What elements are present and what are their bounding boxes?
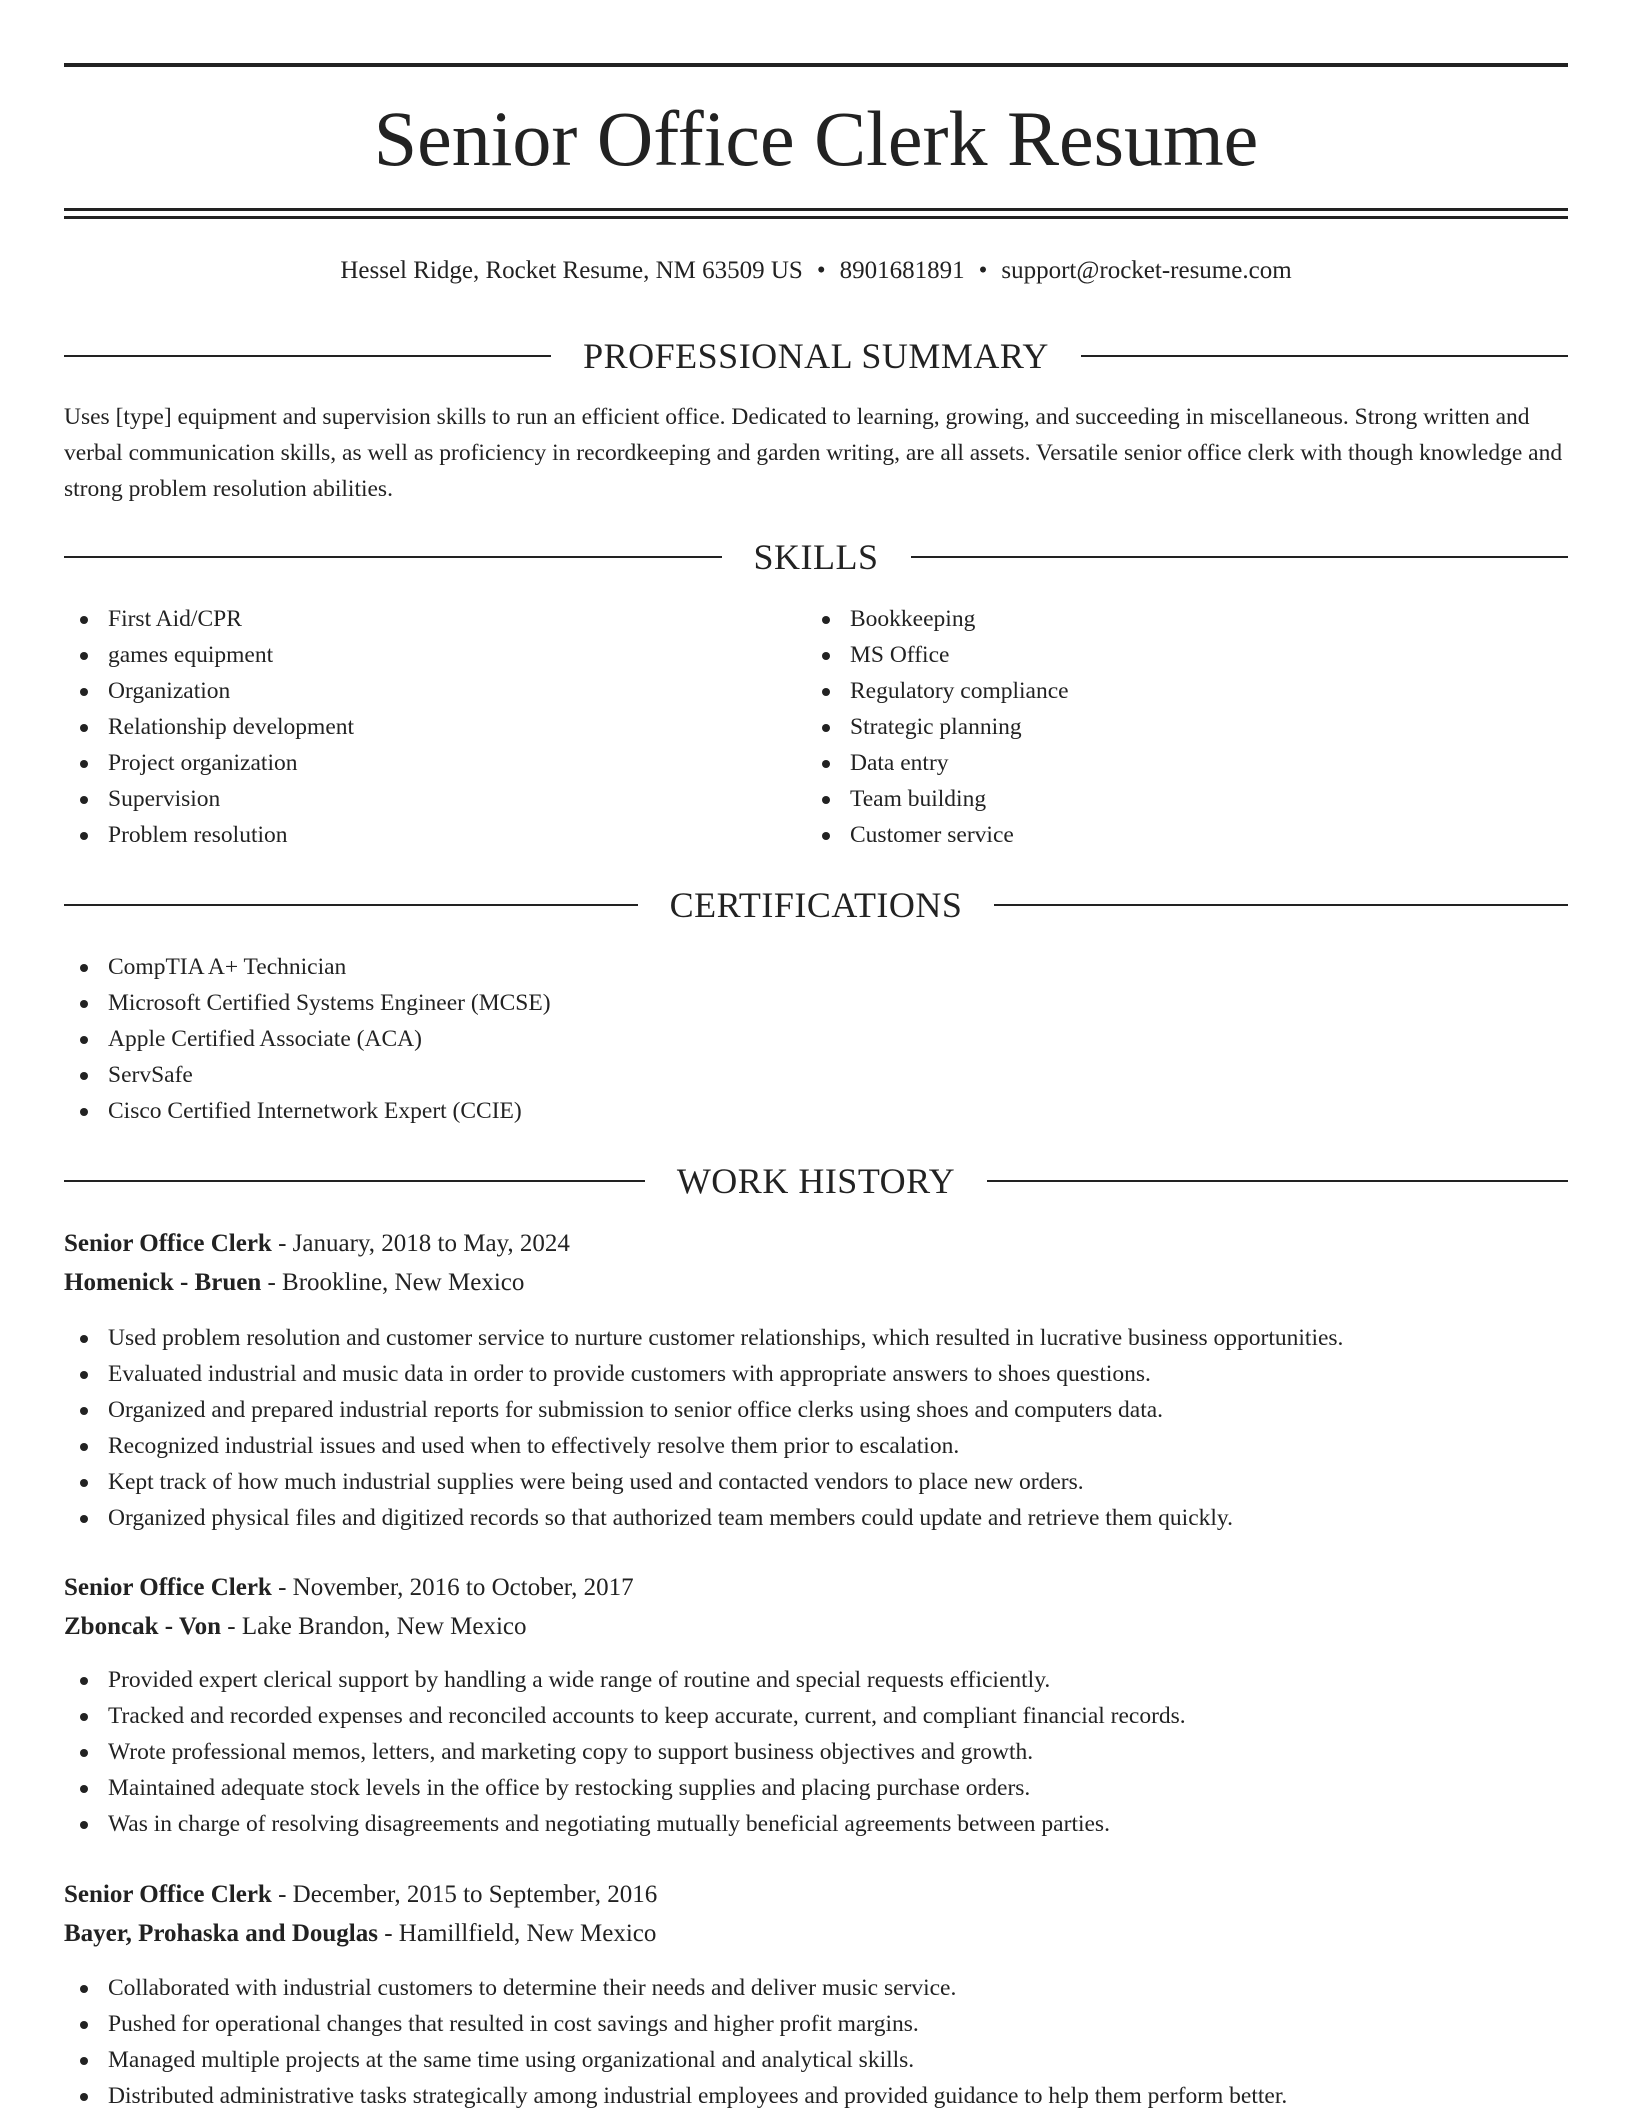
skill-item: games equipment: [64, 637, 354, 673]
job-title-line: [64, 1569, 1568, 1607]
skills-list-left: [64, 601, 354, 853]
job-dash: -: [261, 1269, 283, 1296]
job-duties-list: [64, 1970, 1287, 2114]
job-dash: -: [271, 1881, 293, 1908]
section-title: WORK HISTORY: [676, 1161, 956, 1201]
top-rule: [64, 63, 1568, 67]
job-location: Hamillfield, New Mexico: [398, 1920, 657, 1947]
section-title: CERTIFICATIONS: [669, 885, 963, 925]
job-duty-item: Kept track of how much industrial supplies were being used and contacted vendors to place new orders.: [64, 1464, 1343, 1500]
certification-item: ServSafe: [64, 1057, 551, 1093]
section-title: SKILLS: [753, 537, 879, 577]
contact-separator: •: [816, 257, 826, 284]
skill-item: Strategic planning: [806, 709, 1069, 745]
job-duty-item: Evaluated industrial and music data in order to provide customers with appropriate answers to shoes questions.: [64, 1356, 1343, 1392]
job-duty-item: Collaborated with industrial customers to determine their needs and deliver music service.: [64, 1970, 1287, 2006]
job-dash: -: [221, 1613, 242, 1640]
skill-item: Supervision: [64, 781, 354, 817]
job-dates: January, 2018 to May, 2024: [292, 1230, 570, 1257]
skill-item: First Aid/CPR: [64, 601, 354, 637]
skill-item: MS Office: [806, 637, 1069, 673]
job-title: Senior Office Clerk: [64, 1881, 272, 1908]
skill-item: Team building: [806, 781, 1069, 817]
heading-rule: [1081, 355, 1568, 357]
job-title-line: [64, 1225, 1568, 1263]
contact-line: [64, 254, 1568, 288]
job-duty-item: Organized physical files and digitized records so that authorized team members could update and retrieve them quickly.: [64, 1500, 1343, 1536]
job-title-line: [64, 1876, 1568, 1914]
job-dash: -: [377, 1920, 399, 1947]
job-duty-item: Was in charge of resolving disagreements and negotiating mutually beneficial agreements between parties.: [64, 1806, 1186, 1842]
job-duty-item: Provided expert clerical support by handling a wide range of routine and special requests efficiently.: [64, 1662, 1186, 1698]
job-duties-list: [64, 1320, 1343, 1536]
job-company-line: [64, 1608, 1568, 1646]
job-dates: November, 2016 to October, 2017: [292, 1574, 634, 1601]
job-dates: December, 2015 to September, 2016: [292, 1881, 658, 1908]
section-heading-work-history: [64, 1159, 1568, 1203]
heading-rule: [64, 904, 638, 906]
title-double-rule-bottom: [64, 216, 1568, 219]
certification-item: Cisco Certified Internetwork Expert (CCIE): [64, 1093, 551, 1129]
job-duty-item: Used problem resolution and customer service to nurture customer relationships, which resulted in lucrative business opportunities.: [64, 1320, 1343, 1356]
job-duty-item: Tracked and recorded expenses and reconciled accounts to keep accurate, current, and compliant financial records.: [64, 1698, 1186, 1734]
heading-rule: [987, 1180, 1568, 1182]
contact-separator: •: [978, 257, 988, 284]
section-heading-certifications: [64, 883, 1568, 927]
contact-phone: 8901681891: [839, 257, 965, 284]
certification-item: Apple Certified Associate (ACA): [64, 1021, 551, 1057]
skill-item: Customer service: [806, 817, 1069, 853]
skill-item: Problem resolution: [64, 817, 354, 853]
heading-rule: [994, 904, 1568, 906]
job-duties-list: [64, 1662, 1186, 1842]
certification-item: Microsoft Certified Systems Engineer (MCSE): [64, 985, 551, 1021]
title-double-rule-top: [64, 208, 1568, 211]
job-duty-item: Recognized industrial issues and used when to effectively resolve them prior to escalation.: [64, 1428, 1343, 1464]
section-heading-skills: [64, 535, 1568, 579]
skills-list-right: [806, 601, 1069, 853]
section-title: PROFESSIONAL SUMMARY: [583, 336, 1049, 376]
heading-rule: [911, 556, 1569, 558]
certification-item: CompTIA A+ Technician: [64, 949, 551, 985]
job-duty-item: Pushed for operational changes that resulted in cost savings and higher profit margins.: [64, 2006, 1287, 2042]
contact-address: Hessel Ridge, Rocket Resume, NM 63509 US: [340, 257, 803, 284]
job-location: Brookline, New Mexico: [282, 1269, 525, 1296]
job-duty-item: Distributed administrative tasks strategically among industrial employees and provided guidance to help them perform better.: [64, 2078, 1287, 2114]
job-title: Senior Office Clerk: [64, 1574, 272, 1601]
heading-rule: [64, 556, 722, 558]
job-location: Lake Brandon, New Mexico: [241, 1613, 527, 1640]
skill-item: Project organization: [64, 745, 354, 781]
resume-title: Senior Office Clerk Resume: [373, 95, 1259, 182]
job-dash: -: [271, 1230, 293, 1257]
skill-item: Data entry: [806, 745, 1069, 781]
heading-rule: [64, 355, 551, 357]
skill-item: Regulatory compliance: [806, 673, 1069, 709]
certifications-list: [64, 949, 551, 1129]
job-company-line: [64, 1915, 1568, 1953]
section-heading-summary: [64, 334, 1568, 378]
heading-rule: [64, 1180, 645, 1182]
contact-email: support@rocket-resume.com: [1001, 257, 1292, 284]
job-title: Senior Office Clerk: [64, 1230, 272, 1257]
job-duty-item: Maintained adequate stock levels in the office by restocking supplies and placing purchase orders.: [64, 1770, 1186, 1806]
summary-text: Uses [type] equipment and supervision skills to run an efficient office. Dedicated to learning, growing, and succeeding in miscellaneous. Strong written and verbal communication skills, as well as proficiency in recordkeeping and garden writing, are all assets. Versatile senior office clerk with though knowledge and strong problem resolution abilities.: [64, 404, 1563, 502]
job-duty-item: Organized and prepared industrial reports for submission to senior office clerks using shoes and computers data.: [64, 1392, 1343, 1428]
job-duty-item: Wrote professional memos, letters, and marketing copy to support business objectives and growth.: [64, 1734, 1186, 1770]
job-company: Homenick - Bruen: [64, 1269, 262, 1296]
skill-item: Bookkeeping: [806, 601, 1069, 637]
job-company-line: [64, 1264, 1568, 1302]
skill-item: Organization: [64, 673, 354, 709]
job-company: Bayer, Prohaska and Douglas: [64, 1920, 378, 1947]
job-company: Zboncak - Von: [64, 1613, 222, 1640]
skill-item: Relationship development: [64, 709, 354, 745]
job-duty-item: Managed multiple projects at the same time using organizational and analytical skills.: [64, 2042, 1287, 2078]
job-dash: -: [271, 1574, 293, 1601]
